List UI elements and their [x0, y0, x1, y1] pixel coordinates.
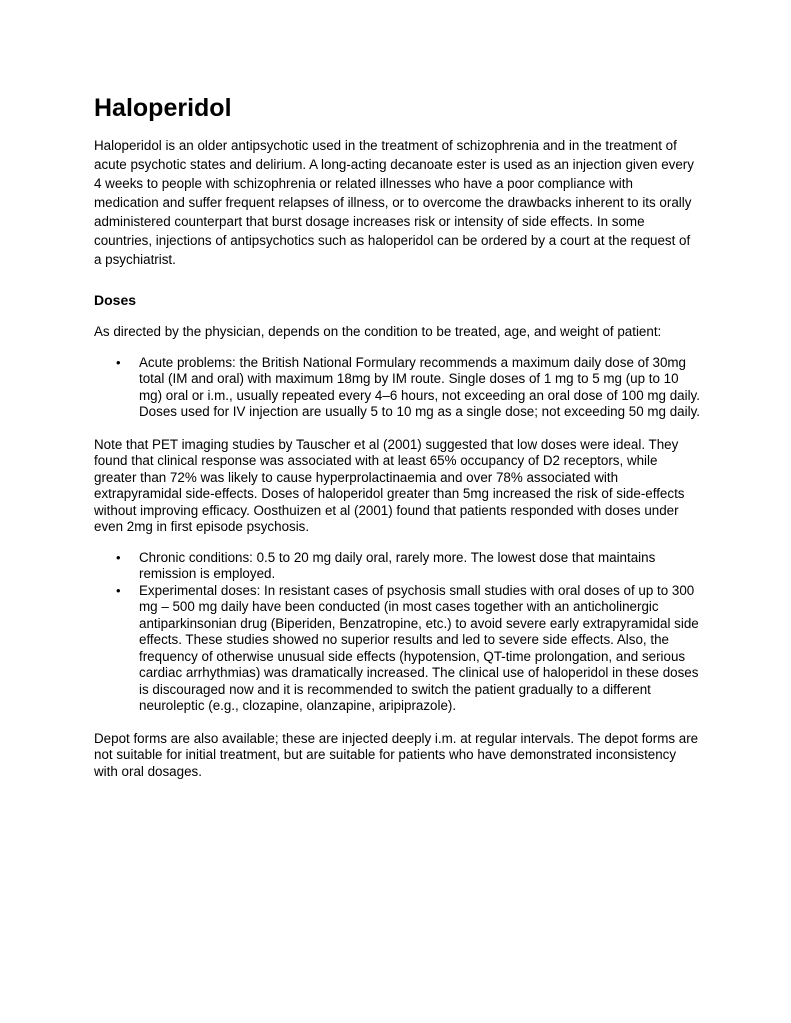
list-item — [94, 583, 700, 715]
document-page — [94, 92, 700, 794]
page-title: Haloperidol — [94, 94, 232, 122]
bullet-icon: • — [116, 354, 121, 370]
acute-dose-list — [94, 355, 700, 421]
pet-study-paragraph: Note that PET imaging studies by Tauscher et al (2001) suggested that low doses were ideal. They found that clinical response was associated with at least 65% occupancy of D2 receptors, while greater than 72% was likely to cause hyperprolactinaemia and over 78% associated with extrapyramidal side-effects. Doses of haloperidol greater than 5mg increased the risk of side-effects without improving efficacy. Oosthuizen et al (2001) found that patients responded with doses under even 2mg in first episode psychosis. — [94, 436, 685, 534]
depot-paragraph: Depot forms are also available; these are injected deeply i.m. at regular intervals. The depot forms are not suitable for initial treatment, but are suitable for patients who have demonstrated inconsistency with oral dosages. — [94, 730, 699, 779]
list-item — [94, 355, 700, 421]
list-item-text: Chronic conditions: 0.5 to 20 mg daily oral, rarely more. The lowest dose that maintains remission is employed. — [139, 549, 656, 581]
bullet-icon: • — [116, 582, 121, 598]
doses-intro-paragraph: As directed by the physician, depends on the condition to be treated, age, and weight of patient: — [94, 324, 662, 339]
bullet-icon: • — [116, 549, 121, 565]
doses-heading: Doses — [94, 292, 137, 308]
list-item — [94, 550, 700, 583]
list-item-text: Experimental doses: In resistant cases of psychosis small studies with oral doses of up to 300 mg – 500 mg daily have been conducted (in most cases together with an anticholinergic antiparkinsonian drug (Biperiden, Benzatropine, etc.) to avoid severe early extrapyramidal side effects. These studies showed no superior results and led to severe side effects. Also, the frequency of otherwise unusual side effects (hypotension, QT-time prolongation, and serious cardiac arrhythmias) was dramatically increased. The clinical use of haloperidol in these doses is discouraged now and it is recommended to switch the patient gradually to a different neuroleptic (e.g., clozapine, olanzapine, aripiprazole). — [139, 582, 699, 713]
chronic-dose-list — [94, 550, 700, 715]
list-item-text: Acute problems: the British National Formulary recommends a maximum daily dose of 30mg total (IM and oral) with maximum 18mg by IM route. Single doses of 1 mg to 5 mg (up to 10 mg) oral or i.m., usually repeated every 4–6 hours, not exceeding an oral dose of 100 mg daily. Doses used for IV injection are usually 5 to 10 mg as a single dose; not exceeding 50 mg daily. — [139, 354, 700, 419]
intro-paragraph: Haloperidol is an older antipsychotic used in the treatment of schizophrenia and in the treatment of acute psychotic states and delirium. A long-acting decanoate ester is used as an injection given every 4 weeks to people with schizophrenia or related illnesses who have a poor compliance with medication and suffer frequent relapses of illness, or to overcome the drawbacks inherent to its orally administered counterpart that burst dosage increases risk or intensity of side effects. In some countries, injections of antipsychotics such as haloperidol can be ordered by a court at the request of a psychiatrist. — [94, 138, 694, 267]
